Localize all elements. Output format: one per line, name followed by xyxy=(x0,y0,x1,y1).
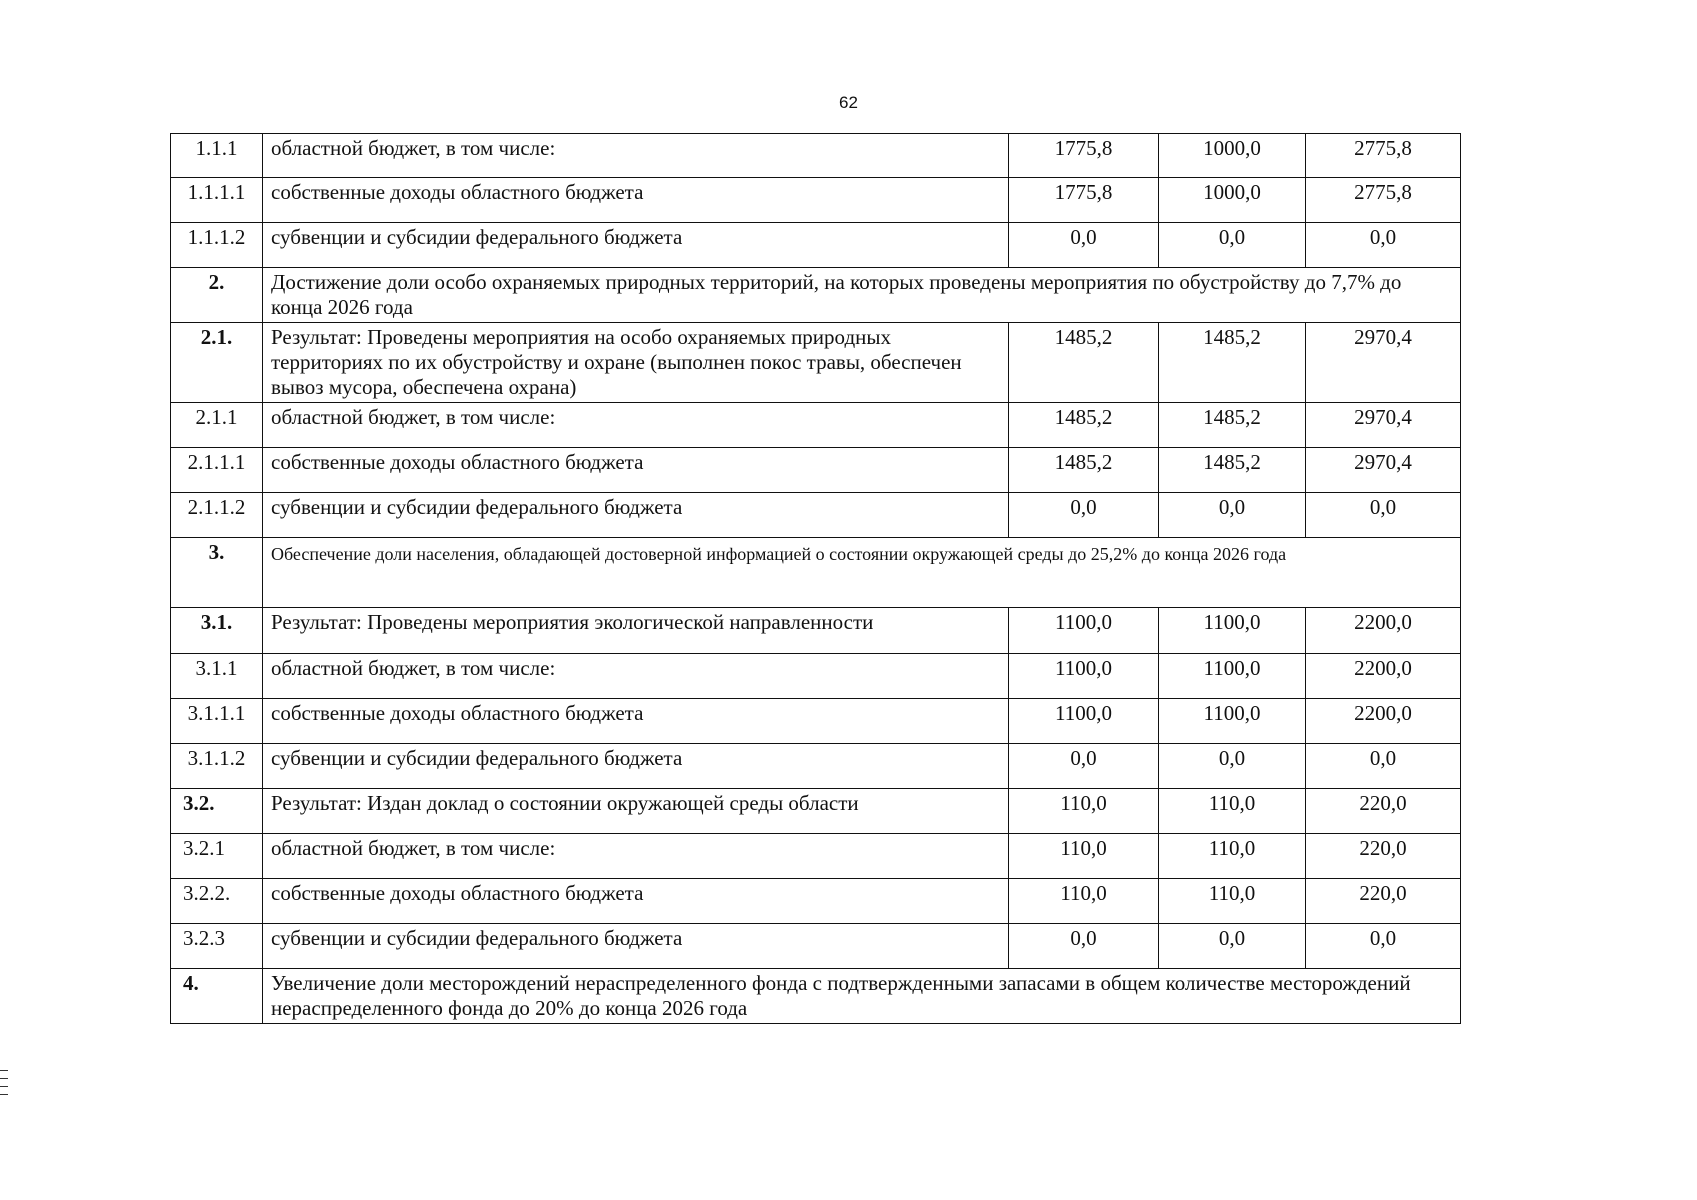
row-value-3: 2970,4 xyxy=(1306,323,1461,403)
row-number: 3.1.1.1 xyxy=(171,699,263,744)
row-value-2: 0,0 xyxy=(1159,223,1306,268)
row-label: Результат: Проведены мероприятия на особо охраняемых природных территориях по их обустройству и охране (выполнен покос травы, обеспечен вывоз мусора, обеспечена охрана) xyxy=(263,323,1009,403)
row-label: субвенции и субсидии федерального бюджета xyxy=(263,223,1009,268)
row-number: 3.2.1 xyxy=(171,834,263,879)
row-number: 1.1.1.2 xyxy=(171,223,263,268)
row-value-1: 0,0 xyxy=(1009,223,1159,268)
table-row xyxy=(171,493,1461,538)
row-label: собственные доходы областного бюджета xyxy=(263,699,1009,744)
row-label: собственные доходы областного бюджета xyxy=(263,448,1009,493)
row-label: Результат: Издан доклад о состоянии окружающей среды области xyxy=(263,789,1009,834)
row-value-2: 1485,2 xyxy=(1159,323,1306,403)
row-value-1: 1775,8 xyxy=(1009,178,1159,223)
row-number: 3.1.1.2 xyxy=(171,744,263,789)
row-value-2: 0,0 xyxy=(1159,744,1306,789)
row-label: областной бюджет, в том числе: xyxy=(263,834,1009,879)
row-value-2: 1485,2 xyxy=(1159,448,1306,493)
table-row xyxy=(171,134,1461,178)
margin-marks xyxy=(0,1070,8,1102)
row-value-1: 1100,0 xyxy=(1009,608,1159,654)
row-value-3: 220,0 xyxy=(1306,789,1461,834)
row-value-2: 110,0 xyxy=(1159,879,1306,924)
table-row xyxy=(171,789,1461,834)
row-number: 2.1.1 xyxy=(171,403,263,448)
budget-table xyxy=(170,133,1461,1024)
row-number: 2.1.1.2 xyxy=(171,493,263,538)
row-value-2: 0,0 xyxy=(1159,493,1306,538)
row-value-1: 0,0 xyxy=(1009,493,1159,538)
section-heading: Обеспечение доли населения, обладающей достоверной информацией о состоянии окружающей среды до 25,2% до конца 2026 года xyxy=(263,538,1461,608)
row-number: 3. xyxy=(171,538,263,608)
row-value-3: 2970,4 xyxy=(1306,403,1461,448)
row-value-1: 1485,2 xyxy=(1009,323,1159,403)
table-row xyxy=(171,178,1461,223)
table-row xyxy=(171,403,1461,448)
row-value-2: 1485,2 xyxy=(1159,403,1306,448)
row-number: 3.2. xyxy=(171,789,263,834)
row-value-3: 2200,0 xyxy=(1306,699,1461,744)
table-row xyxy=(171,924,1461,969)
row-label: областной бюджет, в том числе: xyxy=(263,134,1009,178)
section-heading: Достижение доли особо охраняемых природных территорий, на которых проведены мероприятия по обустройству до 7,7% до конца 2026 года xyxy=(263,268,1461,323)
row-value-1: 1100,0 xyxy=(1009,699,1159,744)
row-value-1: 1775,8 xyxy=(1009,134,1159,178)
row-value-3: 2970,4 xyxy=(1306,448,1461,493)
table-row xyxy=(171,834,1461,879)
row-value-3: 220,0 xyxy=(1306,834,1461,879)
row-value-3: 2200,0 xyxy=(1306,654,1461,699)
row-label: субвенции и субсидии федерального бюджета xyxy=(263,924,1009,969)
row-value-3: 2775,8 xyxy=(1306,134,1461,178)
row-number: 3.1. xyxy=(171,608,263,654)
row-value-3: 0,0 xyxy=(1306,744,1461,789)
row-number: 3.2.2. xyxy=(171,879,263,924)
row-value-2: 1000,0 xyxy=(1159,134,1306,178)
table-row xyxy=(171,448,1461,493)
table-row xyxy=(171,879,1461,924)
row-value-2: 1000,0 xyxy=(1159,178,1306,223)
table-row xyxy=(171,268,1461,323)
row-value-1: 110,0 xyxy=(1009,789,1159,834)
row-label: субвенции и субсидии федерального бюджета xyxy=(263,744,1009,789)
row-value-1: 0,0 xyxy=(1009,924,1159,969)
table-row xyxy=(171,323,1461,403)
row-number: 2.1. xyxy=(171,323,263,403)
row-number: 2.1.1.1 xyxy=(171,448,263,493)
row-value-3: 2775,8 xyxy=(1306,178,1461,223)
row-number: 1.1.1.1 xyxy=(171,178,263,223)
row-value-1: 1485,2 xyxy=(1009,403,1159,448)
row-label: Результат: Проведены мероприятия экологической направленности xyxy=(263,608,1009,654)
row-value-3: 0,0 xyxy=(1306,223,1461,268)
row-value-1: 1485,2 xyxy=(1009,448,1159,493)
row-value-1: 1100,0 xyxy=(1009,654,1159,699)
row-label: областной бюджет, в том числе: xyxy=(263,654,1009,699)
row-label: собственные доходы областного бюджета xyxy=(263,879,1009,924)
row-value-1: 0,0 xyxy=(1009,744,1159,789)
table-row xyxy=(171,699,1461,744)
row-number: 1.1.1 xyxy=(171,134,263,178)
table-row xyxy=(171,969,1461,1024)
row-value-2: 1100,0 xyxy=(1159,699,1306,744)
table-row xyxy=(171,744,1461,789)
row-value-3: 0,0 xyxy=(1306,924,1461,969)
row-label: областной бюджет, в том числе: xyxy=(263,403,1009,448)
table-row xyxy=(171,223,1461,268)
row-number: 4. xyxy=(171,969,263,1024)
page-number: 62 xyxy=(839,93,858,112)
row-value-1: 110,0 xyxy=(1009,879,1159,924)
row-number: 3.2.3 xyxy=(171,924,263,969)
row-number: 3.1.1 xyxy=(171,654,263,699)
row-number: 2. xyxy=(171,268,263,323)
row-value-2: 110,0 xyxy=(1159,834,1306,879)
row-value-3: 220,0 xyxy=(1306,879,1461,924)
row-value-3: 2200,0 xyxy=(1306,608,1461,654)
section-heading: Увеличение доли месторождений нераспределенного фонда с подтвержденными запасами в общем количестве месторождений нераспределенного фонда до 20% до конца 2026 года xyxy=(263,969,1461,1024)
table-row xyxy=(171,538,1461,608)
table-row xyxy=(171,608,1461,654)
row-value-1: 110,0 xyxy=(1009,834,1159,879)
table-row xyxy=(171,654,1461,699)
row-value-2: 1100,0 xyxy=(1159,608,1306,654)
row-label: собственные доходы областного бюджета xyxy=(263,178,1009,223)
row-value-3: 0,0 xyxy=(1306,493,1461,538)
row-value-2: 0,0 xyxy=(1159,924,1306,969)
row-value-2: 110,0 xyxy=(1159,789,1306,834)
row-value-2: 1100,0 xyxy=(1159,654,1306,699)
row-label: субвенции и субсидии федерального бюджета xyxy=(263,493,1009,538)
